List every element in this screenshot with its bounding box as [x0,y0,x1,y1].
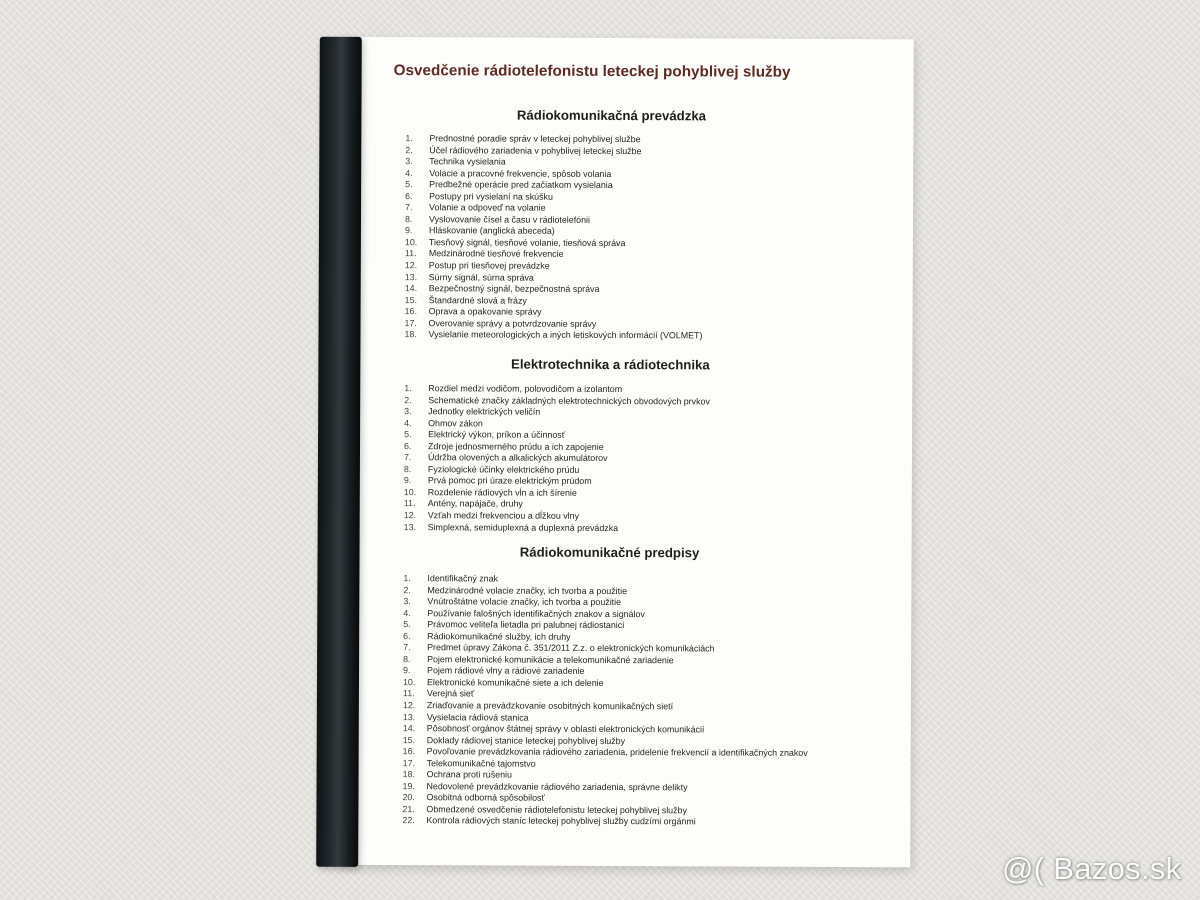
item-text: Kontrola rádiových staníc leteckej pohyblivej služby cudzími orgánmi [426,815,696,827]
item-number: 13. [403,521,417,532]
item-number: 4. [405,167,413,178]
item-number: 17. [404,317,417,328]
section-heading-electrotechnics-radiotechnics: Elektrotechnika a rádiotechnika [511,356,710,373]
item-number: 16. [402,746,416,757]
item-number: 12. [402,700,416,711]
item-number: 2. [403,584,411,595]
item-text: Prvá pomoc pri úraze elektrickým prúdom [427,475,592,487]
item-number: 16. [404,306,417,317]
item-text: Pojem rádiové vlny a rádiové zariadenie [427,665,585,677]
radiocommunication-regulations-list [402,573,808,829]
item-text: Štandardné slová a frázy [428,294,527,306]
item-number: 13. [404,271,418,282]
item-text: Volanie a odpoveď na volanie [429,202,546,213]
item-number: 9. [403,475,412,486]
item-text: Jednotky elektrických veličín [428,406,541,417]
item-number: 15. [402,734,416,745]
item-text: Oprava a opakovanie správy [428,306,542,317]
item-text: Elektronické komunikačné siete a ich delenie [426,677,604,688]
item-text: Ochrana proti rušeniu [426,769,512,780]
item-text: Volacie a pracovné frekvencie, spôsob volania [429,167,612,179]
item-number: 20. [402,792,415,803]
item-text: Nedovolené prevádzkovanie rádiového zariadenia, správne delikty [426,781,688,793]
item-number: 14. [404,283,418,294]
item-text: Vyslovovanie čísel a času v rádiotelefónii [428,214,591,225]
item-text: Hláskovanie (anglická abeceda) [428,225,555,237]
item-text: Používanie falošných identifikačných znakov a signálov [427,607,645,619]
item-text: Postup pri tiesňovej prevádzke [428,260,550,271]
item-number: 18. [402,769,415,780]
item-text: Medzinárodné tiesňové frekvencie [428,248,564,260]
item-text: Pojem elektronické komunikácie a telekomunikačné zariadenie [427,654,674,666]
item-number: 7. [403,642,411,653]
item-number: 12. [404,260,418,271]
item-text: Rozdelenie rádiových vĺn a ich šírenie [427,487,577,498]
item-text: Medzinárodné volacie značky, ich tvorba a použitie [427,584,628,596]
item-number: 9. [404,225,413,236]
item-number: 3. [405,156,413,167]
item-number: 17. [402,757,416,768]
item-number: 5. [403,619,411,630]
item-text: Zriaďovanie a prevádzkovanie osobitných komunikačných sietí [426,700,674,712]
item-number: 10. [402,676,416,688]
list-item [404,522,710,535]
electrotechnics-radiotechnics-list [404,383,710,534]
item-text: Rozdiel medzi vodičom, polovodičom a izolantom [428,383,623,395]
item-number: 8. [404,213,413,224]
item-text: Vysielacia rádiová stanica [426,711,529,723]
item-number: 8. [403,653,411,664]
item-number: 1. [403,573,411,584]
item-text: Bezpečnostný signál, bezpečnostná správa [428,283,600,295]
section-heading-radiocommunication-regulations: Rádiokomunikačné predpisy [519,544,700,561]
item-number: 14. [402,723,416,734]
item-number: 22. [402,815,415,826]
item-text: Fyziologické účinky elektrického prúdu [427,464,580,475]
item-text: Identifikačný znak [427,573,499,584]
item-text: Predmet úpravy Zákona č. 351/2011 Z.z. o elektronických komunikáciách [427,642,715,654]
item-text: Verejná sieť [426,688,475,699]
item-number: 5. [405,179,413,190]
item-text: Predbežné operácie pred začiatkom vysielania [429,179,613,191]
item-number: 2. [404,394,412,405]
item-number: 2. [405,144,413,155]
item-text: Osobitná odborná spôsobilosť [426,792,545,804]
bazos-watermark: @( Bazos.sk [1002,851,1182,886]
item-text: Pôsobnosť orgánov štátnej správy v oblasti elektronických komunikácií [426,723,705,735]
item-text: Obmedzené osvedčenie rádiotelefonistu leteckej pohyblivej služby [426,804,687,816]
item-text: Súrny signál, súrna správa [428,271,534,283]
item-number: 21. [402,804,415,815]
bound-document [316,37,914,868]
item-number: 18. [404,329,417,340]
item-number: 11. [403,498,416,509]
list-item [402,816,807,829]
item-number: 13. [402,711,416,722]
document-title: Osvedčenie rádiotelefonistu leteckej pohyblivej služby [393,62,791,81]
item-text: Doklady rádiovej stanice leteckej pohyblivej služby [426,734,626,746]
item-text: Vysielanie meteorologických a iných letiskových informácií (VOLMET) [428,329,703,341]
item-text: Elektrický výkon, príkon a účinnosť [428,429,566,440]
item-number: 9. [403,665,411,676]
item-text: Simplexná, semiduplexná a duplexná prevádzka [427,521,619,533]
item-number: 1. [404,383,412,394]
item-text: Povoľovanie prevádzkovania rádiového zariadenia, pridelenie frekvencií a identifikačných znakov [426,746,808,759]
item-number: 11. [404,248,417,259]
item-text: Antény, napájače, druhy [427,498,523,510]
item-text: Údržba olovených a alkalických akumulátorov [427,452,608,464]
item-number: 10. [403,487,417,498]
list-item [404,329,702,342]
item-text: Zdroje jednosmerného prúdu a ich zapojenie [428,440,604,452]
item-number: 8. [403,463,412,474]
item-number: 6. [405,190,413,201]
item-number: 12. [403,510,417,521]
item-text: Tiesňový signál, tiesňové volanie, tiesňová správa [428,237,626,248]
item-number: 1. [405,133,413,144]
item-number: 6. [403,630,411,641]
item-text: Účel rádiového zariadenia v pohyblivej leteckej službe [429,144,642,156]
item-number: 6. [404,440,412,451]
item-text: Vzťah medzi frekvenciou a dĺžkou vlny [427,510,580,521]
item-number: 19. [402,780,415,791]
item-number: 5. [404,429,412,440]
black-binding-spine [316,37,362,867]
item-number: 11. [402,688,415,699]
item-number: 3. [403,596,411,607]
item-number: 15. [404,294,418,305]
item-text: Postupy pri vysielaní na skúšku [429,190,553,202]
item-number: 3. [404,406,412,417]
item-number: 7. [403,452,412,463]
item-text: Rádiokomunikačné služby, ich druhy [427,630,571,642]
item-text: Telekomunikačné tajomstvo [426,757,536,769]
item-number: 4. [404,417,412,428]
item-text: Overovanie správy a potvrdzovanie správy [428,317,597,329]
item-text: Schematické značky základných elektrotechnických obvodových prvkov [428,394,710,406]
section-heading-radiocommunication-operation: Rádiokomunikačná prevádzka [516,107,707,124]
item-text: Ohmov zákon [428,417,483,429]
item-text: Technika vysielania [429,156,506,167]
item-text: Prednostné poradie správ v leteckej pohyblivej službe [429,133,641,145]
item-text: Právomoc veliteľa lietadla pri palubnej rádiostanici [427,619,625,631]
item-text: Vnútroštátne volacie značky, ich tvorba a použitie [427,596,622,608]
document-page [338,37,914,867]
item-number: 10. [404,237,418,248]
item-number: 7. [405,202,413,213]
radiocommunication-operation-list [404,133,703,342]
item-number: 4. [403,607,411,618]
